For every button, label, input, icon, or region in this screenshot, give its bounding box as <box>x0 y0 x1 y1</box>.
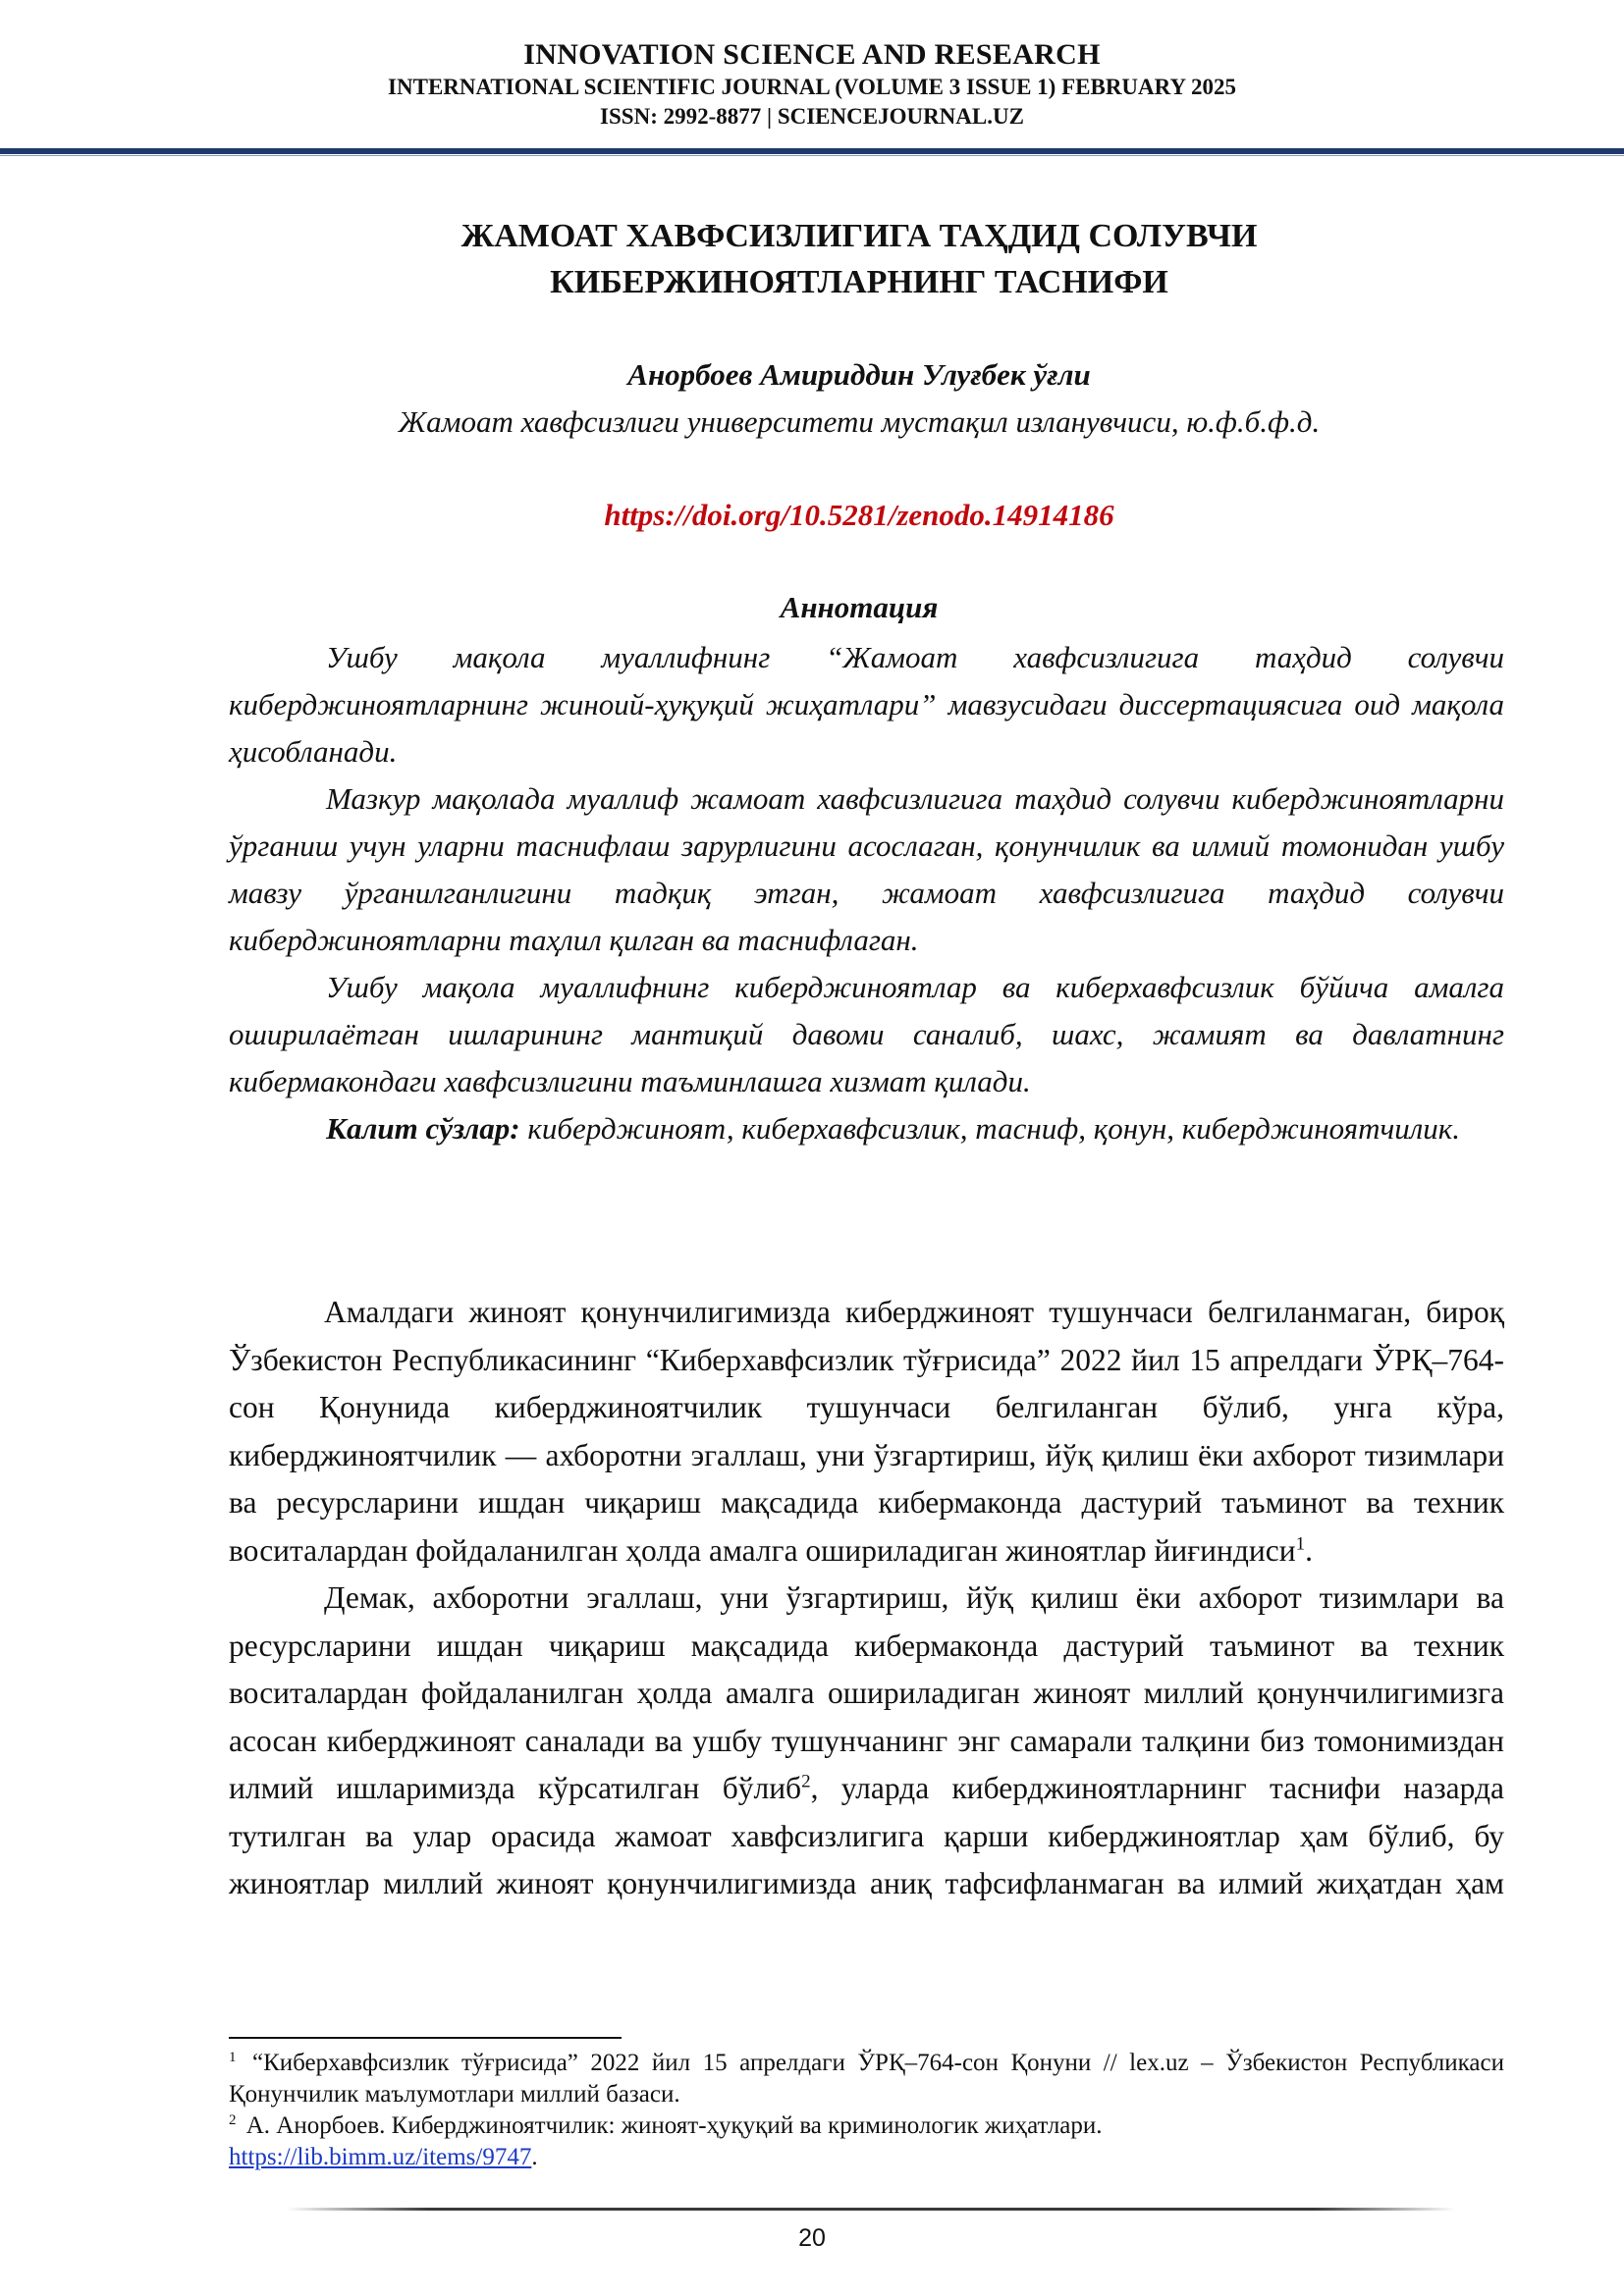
footnote-1-mark: 1 <box>229 2049 237 2065</box>
author-name: Анорбоев Амириддин Улуғбек ўғли <box>627 357 1091 392</box>
body-paragraph-2-text-b: , уларда киберджиноятларнинг таснифи назарда тутилган ва улар орасида жамоат хавфсизлигига қарши киберджиноятлар ҳам бўлиб, бу жиноятлар миллий жиноят қонунчилигимизда аниқ тафсифланмаган ва илмий жиҳатдан ҳам <box>229 1771 1504 1900</box>
body-paragraph-2-text-a: Демак, ахборотни эгаллаш, уни ўзгартириш, йўқ қилиш ёки ахборот тизимлари ва ресурсларини ишдан чиқариш мақсадида кибермаконда дастурий таъминот ва техник воситалардан фойдаланилган ҳолда амалга ошириладиган жиноят миллий қонунчилигимизга асосан киберджиноят саналади ва ушбу тушунчанинг энг самарали талқини биз томонимиздан илмий ишларимизда кўрсатилган бўлиб <box>229 1580 1504 1805</box>
abstract-heading: Аннотация <box>780 590 939 624</box>
footer-rule <box>287 2208 1455 2211</box>
footnote-ref-1[interactable]: 1 <box>1295 1533 1306 1554</box>
footnote-ref-2[interactable]: 2 <box>801 1771 811 1792</box>
abstract-paragraph-3: Ушбу мақола муаллифнинг киберджиноятлар ва киберхавфсизлик бўйича амалга оширилаётган ишларининг мантиқий давоми саналиб, шахс, жамият ва давлатнинг кибермакондаги хавфсизлигини таъминлашга хизмат қилади. <box>229 970 1504 1098</box>
footnote-1-text: “Киберхавфсизлик тўғрисида” 2022 йил 15 апрелдаги ЎРҚ–764-сон Қонуни // lex.uz – Ўзбекистон Республикаси Қонунчилик маълумотлари миллий базаси. <box>229 2050 1504 2108</box>
body-paragraph-1 <box>229 1289 1504 1575</box>
body-paragraph-1-end: . <box>1305 1532 1313 1568</box>
body-paragraph-1-text: Амалдаги жиноят қонунчилигимизда киберджиноят тушунчаси белгиланмаган, бироқ Ўзбекистон Республикасининг “Киберхавфсизлик тўғрисида” 2022 йил 15 апрелдаги ЎРҚ–764-сон Қонунида киберджиноятчилик тушунчаси белгиланган бўлиб, унга кўра, киберджиноятчилик — ахборотни эгаллаш, уни ўзгартириш, йўқ қилиш ёки ахборот тизимлари ва ресурсларини ишдан чиқариш мақсадида кибермаконда дастурий таъминот ва техник воситалардан фойдаланилган ҳолда амалга ошириладиган жиноятлар йиғиндиси <box>229 1295 1504 1568</box>
footnote-1 <box>229 2048 1504 2110</box>
header-rule <box>0 148 1624 154</box>
footnote-2 <box>229 2110 1504 2173</box>
footnotes <box>229 2048 1504 2173</box>
footnote-2-text: А. Анорбоев. Киберджиноятчилик: жиноят-ҳуқуқий ва криминологик жиҳатлари. <box>240 2112 1103 2139</box>
body-paragraph-2 <box>229 1575 1504 1908</box>
article-title <box>196 213 1522 305</box>
header-rule-thin <box>0 155 1624 156</box>
article-body <box>229 1289 1504 1908</box>
footnote-2-end: . <box>531 2144 538 2170</box>
keywords <box>229 1105 1504 1152</box>
abstract-paragraph-1: Ушбу мақола муаллифнинг “Жамоат хавфсизлигига таҳдид солувчи киберджиноятларнинг жиноий-ҳуқуқий жиҳатлари” мавзусидаги диссертациясига оид мақола ҳисобланади. <box>229 640 1504 769</box>
page-number: 20 <box>798 2224 826 2252</box>
footnote-2-link[interactable]: https://lib.bimm.uz/items/9747 <box>229 2144 532 2170</box>
author-affiliation: Жамоат хавфсизлиги университети мустақил изланувчиси, ю.ф.б.ф.д. <box>398 404 1321 439</box>
journal-name: INNOVATION SCIENCE AND RESEARCH <box>523 38 1101 71</box>
abstract-paragraph-2: Мазкур мақолада муаллиф жамоат хавфсизлигига таҳдид солувчи киберджиноятларни ўрганиш учун уларни таснифлаш зарурлигини асослаган, қонунчилик ва илмий томонидан ушбу мавзу ўрганилганлигини тадқиқ этган, жамоат хавфсизлигига таҳдид солувчи киберджиноятларни таҳлил қилган ва таснифлаган. <box>229 781 1504 957</box>
footnote-separator <box>229 2037 622 2039</box>
abstract <box>229 634 1504 1152</box>
doi-link[interactable]: https://doi.org/10.5281/zenodo.14914186 <box>604 498 1114 532</box>
article-title-line-2: КИБЕРЖИНОЯТЛАРНИНГ ТАСНИФИ <box>550 264 1168 300</box>
keywords-label: Калит сўзлар: <box>326 1111 520 1146</box>
journal-volume-line: INTERNATIONAL SCIENTIFIC JOURNAL (VOLUME 3 ISSUE 1) FEBRUARY 2025 <box>388 75 1236 99</box>
keywords-list: киберджиноят, киберхавфсизлик, тасниф, қонун, киберджиноятчилик. <box>519 1111 1461 1146</box>
journal-header <box>0 37 1624 132</box>
article-title-line-1: ЖАМОАТ ХАВФСИЗЛИГИГА ТАҲДИД СОЛУВЧИ <box>460 218 1258 254</box>
footnote-2-mark: 2 <box>229 2111 237 2128</box>
journal-issn-line: ISSN: 2992-8877 | SCIENCEJOURNAL.UZ <box>600 104 1024 129</box>
